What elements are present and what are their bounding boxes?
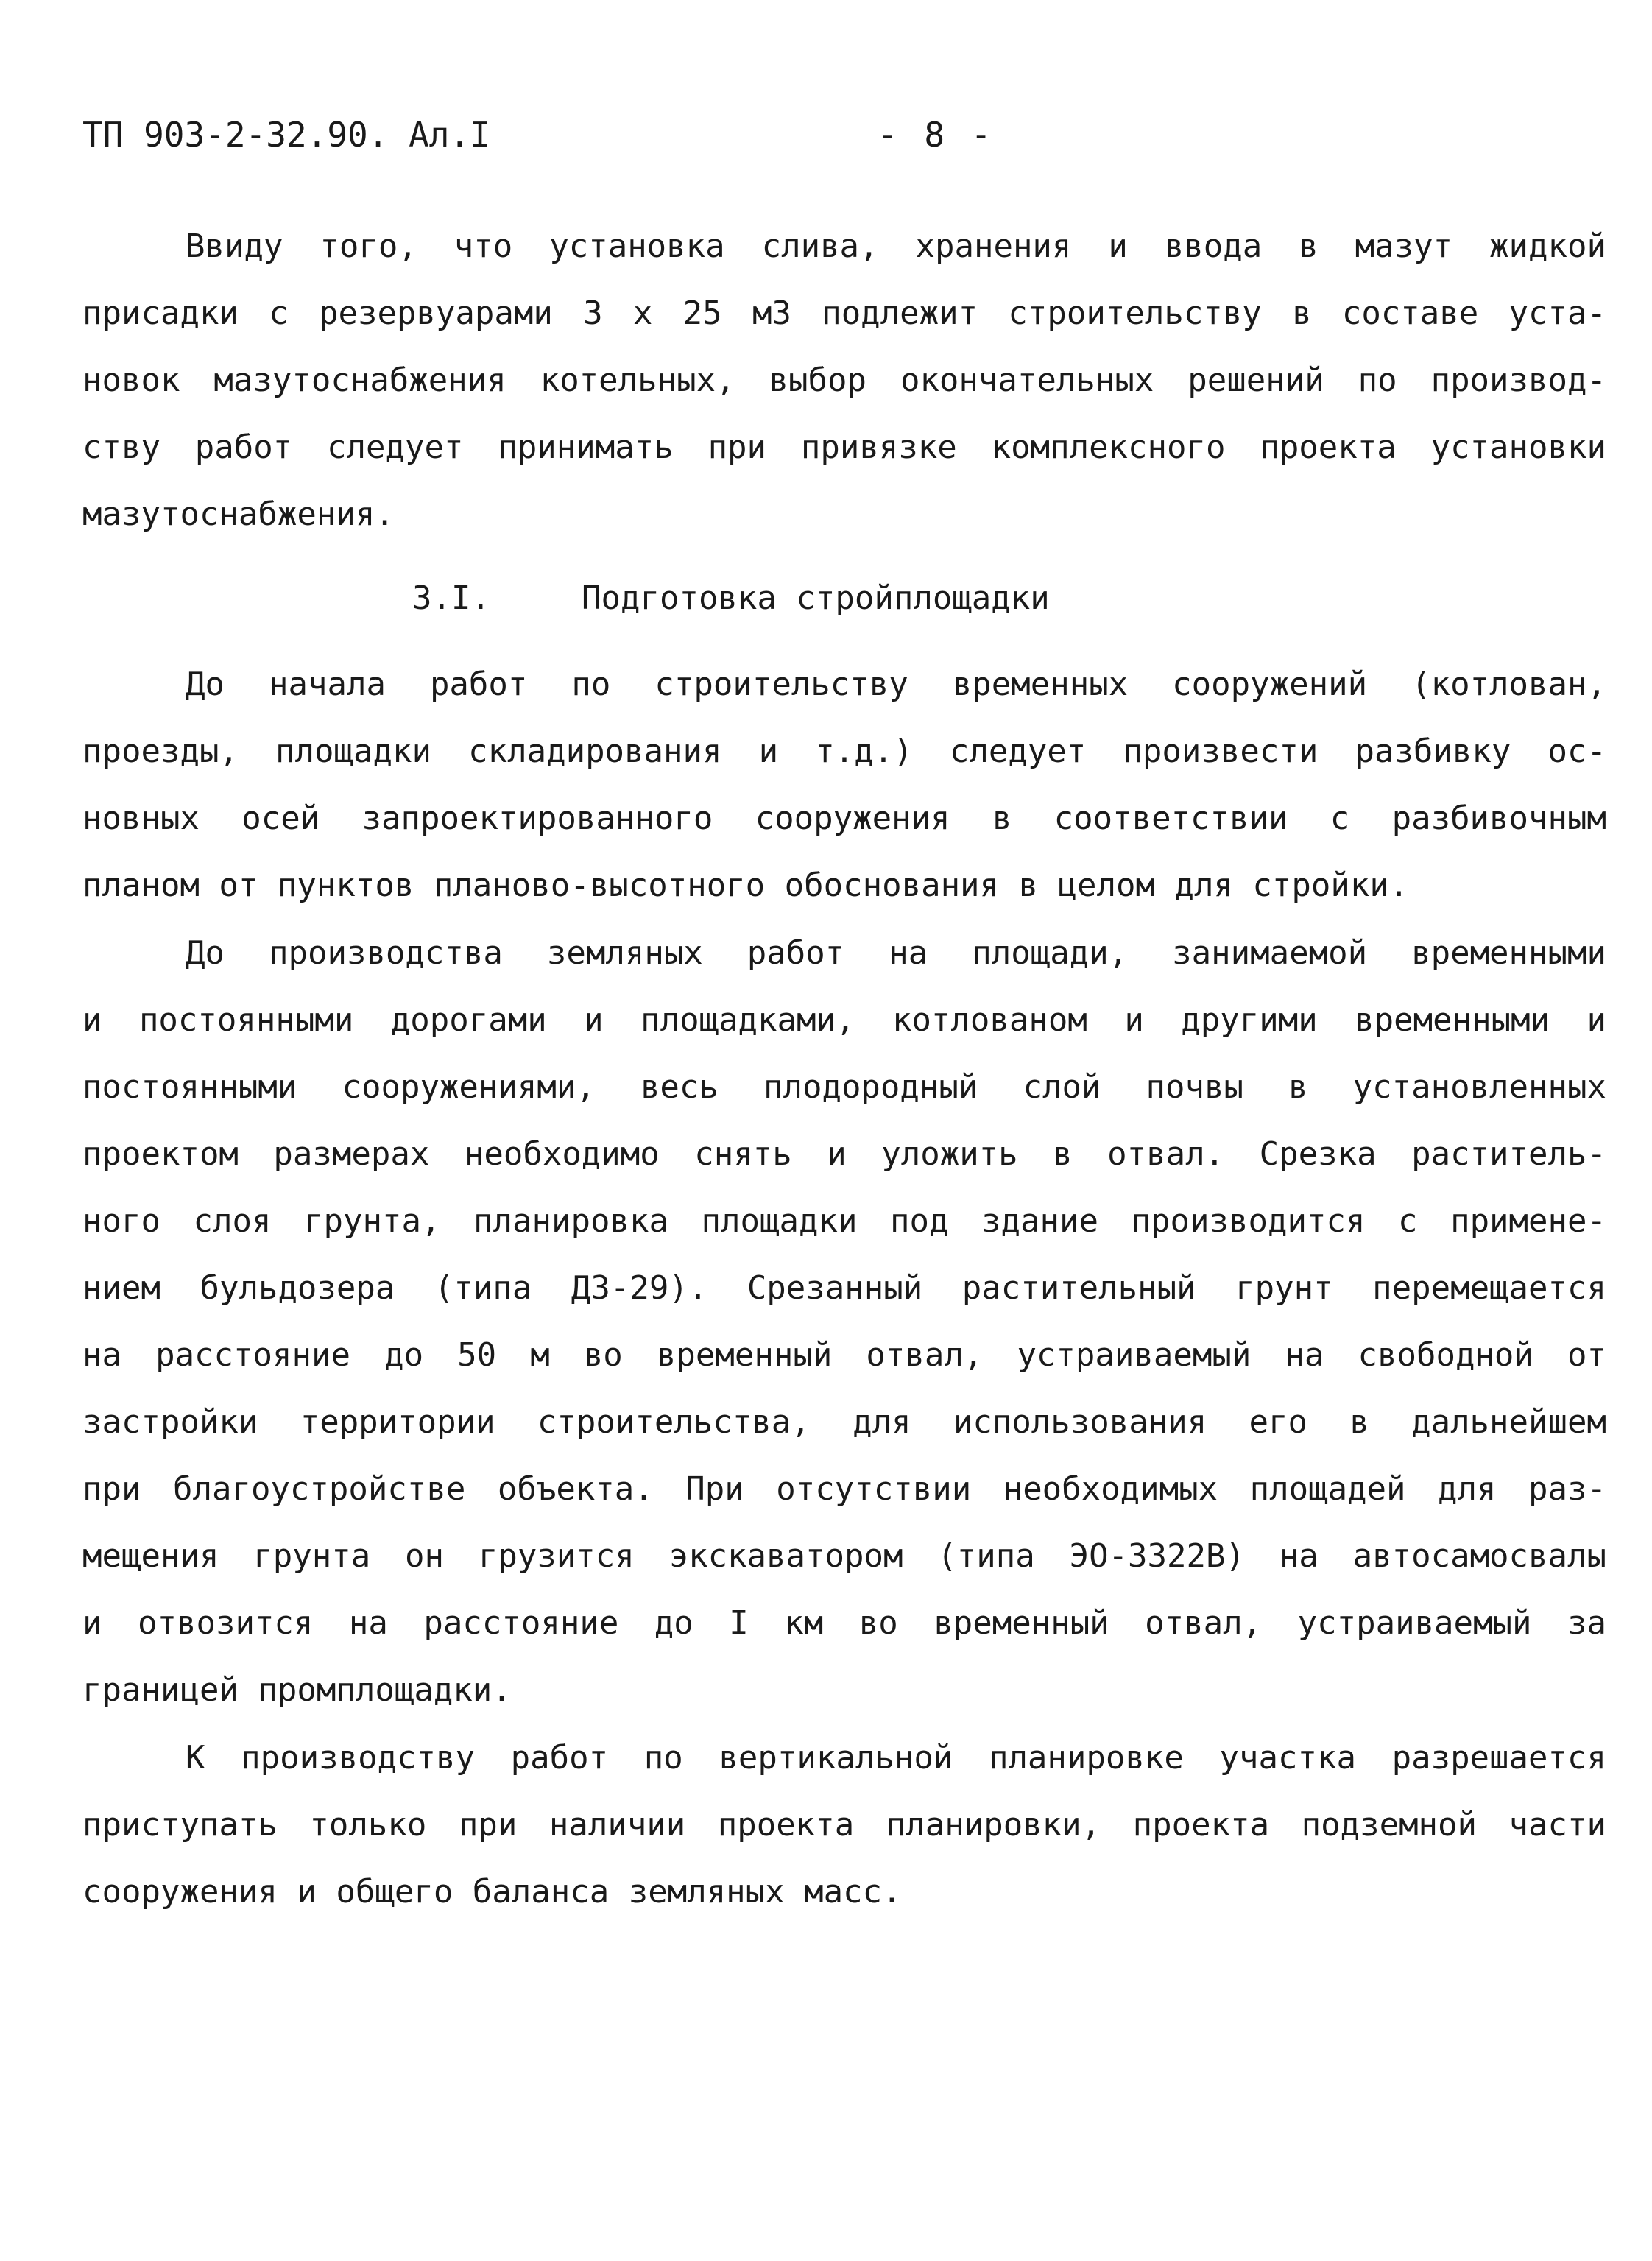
page-number: - 8 - [878, 115, 995, 155]
paragraph-4-line: приступать только при наличии проекта планировки, проекта подземной части [82, 1806, 1606, 1844]
paragraph-3-line: и постоянными дорогами и площадками, котлованом и другими временными и [82, 1001, 1606, 1039]
paragraph-3-line: и отвозится на расстояние до I км во временный отвал, устраиваемый за [82, 1604, 1606, 1642]
paragraph-3-line: границей промплощадки. [82, 1671, 512, 1709]
section-heading [412, 573, 1050, 624]
paragraph-4-line: сооружения и общего баланса земляных масс. [82, 1873, 902, 1911]
paragraph-2-line: планом от пунктов планово-высотного обоснования в целом для стройки. [82, 867, 1409, 904]
paragraph-4-line: К производству работ по вертикальной планировке участка разрешается [186, 1739, 1606, 1777]
paragraph-3-line: проектом размерах необходимо снять и уложить в отвал. Срезка раститель- [82, 1135, 1606, 1173]
paragraph-3-line: на расстояние до 50 м во временный отвал, устраиваемый на свободной от [82, 1336, 1606, 1374]
paragraph-3-line: постоянными сооружениями, весь плодородный слой почвы в установленных [82, 1068, 1606, 1106]
paragraph-3-line: при благоустройстве объекта. При отсутствии необходимых площадей для раз- [82, 1470, 1606, 1508]
paragraph-2-line: проезды, площадки складирования и т.д.) следует произвести разбивку ос- [82, 733, 1606, 770]
paragraph-2-line: новных осей запроектированного сооружения в соответствии с разбивочным [82, 800, 1606, 837]
paragraph-1-line: Ввиду того, что установка слива, хранения и ввода в мазут жидкой [186, 227, 1606, 265]
document-code: ТП 903-2-32.90. Ал.I [82, 115, 490, 155]
paragraph-3-line: ного слоя грунта, планировка площадки под здание производится с примене- [82, 1202, 1606, 1240]
paragraph-3-line: мещения грунта он грузится экскаватором (типа ЭО-3322В) на автосамосвалы [82, 1537, 1606, 1575]
paragraph-1-line: ству работ следует принимать при привязке комплексного проекта установки [82, 428, 1606, 466]
paragraph-3-line: застройки территории строительства, для использования его в дальнейшем [82, 1403, 1606, 1441]
paragraph-3-line: нием бульдозера (типа ДЗ-29). Срезанный растительный грунт перемещается [82, 1269, 1606, 1307]
paragraph-2-line: До начала работ по строительству временных сооружений (котлован, [186, 666, 1606, 703]
paragraph-1-line: мазутоснабжения. [82, 495, 395, 533]
section-number: 3.I. [412, 579, 490, 617]
section-title: Подготовка стройплощадки [582, 579, 1050, 617]
page-header [82, 109, 1593, 161]
paragraph-3-line: До производства земляных работ на площади, занимаемой временными [186, 934, 1606, 972]
paragraph-1-line: присадки с резервуарами 3 х 25 м3 подлежит строительству в составе уста- [82, 294, 1606, 332]
paragraph-1-line: новок мазутоснабжения котельных, выбор окончательных решений по производ- [82, 361, 1606, 399]
